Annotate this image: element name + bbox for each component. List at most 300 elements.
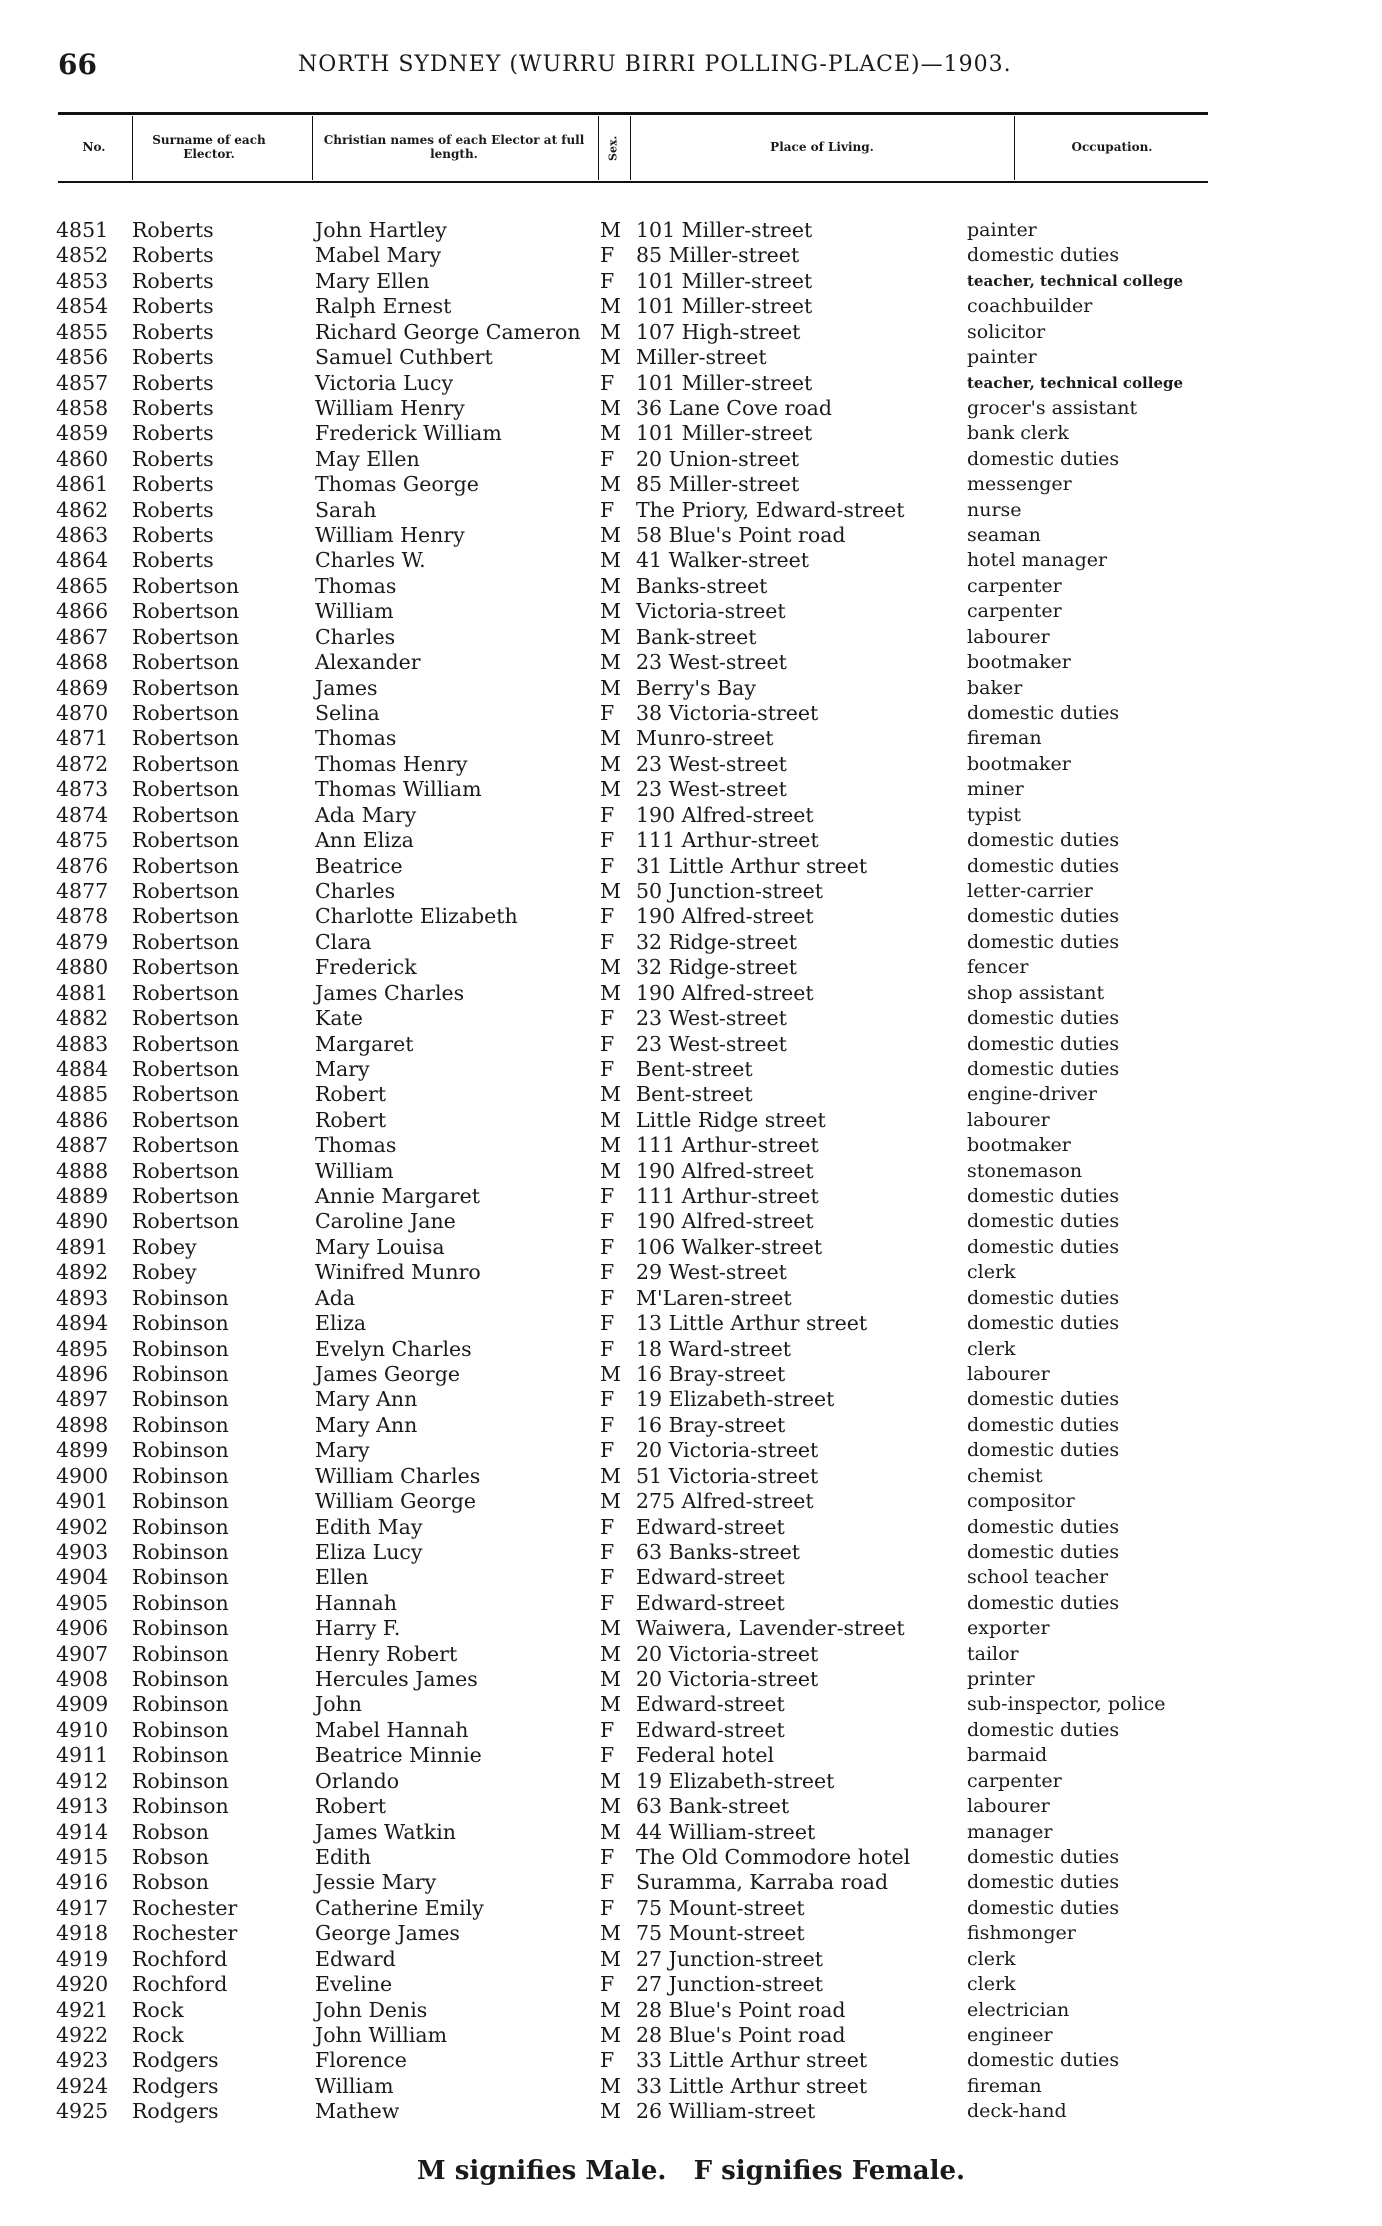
elector-number: 4876 (56, 853, 109, 878)
elector-surname: Roberts (132, 294, 214, 319)
elector-place-of-living: 20 Victoria-street (636, 1438, 819, 1463)
elector-place-of-living: Bent-street (636, 1082, 753, 1107)
table-row (0, 981, 1382, 1006)
elector-place-of-living: Miller-street (636, 345, 767, 370)
elector-number: 4925 (56, 2099, 109, 2124)
elector-surname: Robertson (132, 675, 240, 700)
elector-number: 4916 (56, 1870, 109, 1895)
table-row (0, 1184, 1382, 1209)
elector-occupation: nurse (967, 498, 1022, 521)
elector-sex: M (600, 395, 621, 420)
table-row (0, 1413, 1382, 1438)
elector-sex: F (600, 1565, 615, 1590)
elector-surname: Roberts (132, 548, 214, 573)
elector-number: 4915 (56, 1845, 109, 1869)
elector-surname: Robertson (132, 929, 240, 954)
elector-number: 4917 (56, 1895, 109, 1920)
column-headers (58, 116, 1208, 180)
elector-sex: F (600, 1387, 615, 1412)
elector-place-of-living: 85 Miller-street (636, 472, 800, 497)
elector-place-of-living: 33 Little Arthur street (636, 2073, 868, 2098)
elector-place-of-living: 26 William-street (636, 2099, 816, 2124)
elector-place-of-living: Edward-street (636, 1590, 785, 1615)
elector-occupation: domestic duties (967, 829, 1120, 852)
elector-christian-names: Eliza (315, 1311, 367, 1336)
elector-sex: F (600, 1311, 615, 1336)
elector-number: 4902 (56, 1514, 109, 1539)
elector-occupation: seaman (967, 524, 1041, 547)
elector-sex: M (600, 1921, 621, 1946)
table-row (0, 1794, 1382, 1819)
elector-sex: F (600, 1234, 615, 1259)
elector-occupation: carpenter (967, 600, 1062, 623)
elector-christian-names: Hannah (315, 1590, 397, 1615)
elector-number: 4885 (56, 1082, 109, 1107)
elector-sex: M (600, 726, 621, 751)
elector-christian-names: James Charles (315, 980, 465, 1005)
elector-surname: Robinson (132, 1514, 229, 1539)
elector-number: 4910 (56, 1717, 109, 1742)
elector-surname: Robertson (132, 853, 240, 878)
page-number: 66 (58, 48, 97, 81)
table-row (0, 625, 1382, 650)
elector-sex: M (600, 1692, 621, 1717)
elector-occupation: labourer (967, 1795, 1050, 1818)
elector-place-of-living: 190 Alfred-street (636, 1158, 814, 1183)
elector-sex: F (600, 446, 615, 471)
elector-surname: Rodgers (132, 2048, 219, 2073)
elector-occupation: domestic duties (967, 1007, 1120, 1030)
elector-occupation: carpenter (967, 574, 1062, 597)
elector-christian-names: Selina (315, 701, 380, 726)
elector-christian-names: Mary Ellen (315, 268, 430, 293)
elector-occupation: domestic duties (967, 1032, 1120, 1055)
elector-occupation: domestic duties (967, 1540, 1120, 1563)
elector-number: 4896 (56, 1361, 109, 1386)
elector-number: 4877 (56, 878, 109, 903)
table-row (0, 396, 1382, 421)
elector-sex: M (600, 1768, 621, 1793)
elector-sex: F (600, 1590, 615, 1615)
elector-sex: M (600, 1082, 621, 1107)
elector-place-of-living: 190 Alfred-street (636, 980, 814, 1005)
footer-note (0, 2156, 1382, 2186)
elector-christian-names: Mary Ann (315, 1412, 418, 1437)
elector-surname: Robinson (132, 1412, 229, 1437)
elector-occupation: labourer (967, 1362, 1050, 1385)
elector-christian-names: William George (315, 1489, 477, 1514)
elector-christian-names: Eveline (315, 1972, 393, 1997)
elector-sex: M (600, 548, 621, 573)
elector-number: 4884 (56, 1056, 109, 1081)
elector-number: 4861 (56, 472, 109, 497)
elector-occupation: printer (967, 1668, 1035, 1691)
elector-occupation: fireman (967, 2074, 1042, 2097)
elector-christian-names: William (315, 1158, 394, 1183)
elector-place-of-living: 101 Miller-street (636, 268, 813, 293)
elector-place-of-living: 106 Walker-street (636, 1234, 823, 1259)
table-row (0, 930, 1382, 955)
elector-occupation: clerk (967, 1337, 1016, 1360)
elector-number: 4871 (56, 726, 109, 751)
table-row (0, 1311, 1382, 1336)
elector-sex: M (600, 523, 621, 548)
elector-surname: Robinson (132, 1616, 229, 1641)
elector-surname: Robinson (132, 1311, 229, 1336)
elector-sex: M (600, 1946, 621, 1971)
elector-occupation: domestic duties (967, 702, 1120, 725)
elector-number: 4875 (56, 828, 109, 853)
elector-place-of-living: 38 Victoria-street (636, 701, 819, 726)
table-row (0, 548, 1382, 573)
table-row (0, 752, 1382, 777)
elector-christian-names: Thomas George (315, 472, 479, 497)
table-row (0, 676, 1382, 701)
elector-occupation: domestic duties (967, 1235, 1120, 1258)
elector-christian-names: Robert (315, 1082, 387, 1107)
elector-christian-names: Winifred Munro (315, 1260, 481, 1285)
elector-occupation: baker (967, 676, 1023, 699)
elector-place-of-living: Edward-street (636, 1692, 785, 1717)
elector-number: 4859 (56, 421, 109, 446)
elector-christian-names: Margaret (315, 1031, 414, 1056)
elector-number: 4911 (56, 1743, 109, 1768)
table-row (0, 599, 1382, 624)
elector-surname: Robertson (132, 573, 240, 598)
table-row (0, 1692, 1382, 1717)
elector-surname: Robinson (132, 1489, 229, 1514)
elector-sex: M (600, 294, 621, 319)
table-row (0, 1337, 1382, 1362)
elector-sex: M (600, 650, 621, 675)
elector-sex: M (600, 599, 621, 624)
elector-place-of-living: 27 Junction-street (636, 1946, 824, 1971)
elector-christian-names: John William (315, 2022, 448, 2047)
elector-sex: F (600, 1260, 615, 1285)
elector-occupation: sub-inspector, police (967, 1693, 1166, 1716)
table-row (0, 345, 1382, 370)
elector-place-of-living: Edward-street (636, 1717, 785, 1742)
elector-occupation: bootmaker (967, 651, 1071, 674)
elector-place-of-living: 31 Little Arthur street (636, 853, 868, 878)
elector-christian-names: Richard George Cameron (315, 319, 581, 344)
elector-number: 4907 (56, 1641, 109, 1666)
elector-surname: Robertson (132, 828, 240, 853)
elector-surname: Robinson (132, 1463, 229, 1488)
table-row (0, 2099, 1382, 2124)
elector-number: 4869 (56, 675, 109, 700)
elector-sex: F (600, 243, 615, 268)
elector-surname: Robinson (132, 1794, 229, 1819)
col-header-sex: Sex. (606, 135, 620, 161)
elector-place-of-living: 23 West-street (636, 650, 787, 675)
elector-surname: Robson (132, 1845, 209, 1869)
elector-sex: M (600, 1997, 621, 2022)
elector-occupation: domestic duties (967, 1896, 1120, 1919)
elector-number: 4918 (56, 1921, 109, 1946)
elector-sex: F (600, 268, 615, 293)
elector-christian-names: Ada (315, 1285, 356, 1310)
elector-sex: M (600, 1667, 621, 1692)
elector-occupation: domestic duties (967, 447, 1120, 470)
elector-place-of-living: Victoria-street (636, 599, 786, 624)
elector-christian-names: William (315, 2073, 394, 2098)
elector-christian-names: Ann Eliza (315, 828, 414, 853)
table-row (0, 243, 1382, 268)
elector-christian-names: Thomas (315, 726, 397, 751)
elector-number: 4862 (56, 497, 109, 522)
elector-christian-names: Mathew (315, 2099, 400, 2124)
elector-occupation: letter-carrier (967, 879, 1093, 902)
table-row (0, 1209, 1382, 1234)
elector-number: 4893 (56, 1285, 109, 1310)
elector-christian-names: Caroline Jane (315, 1209, 456, 1234)
elector-surname: Roberts (132, 497, 214, 522)
elector-occupation: coachbuilder (967, 295, 1093, 318)
elector-christian-names: Charles (315, 878, 396, 903)
elector-surname: Roberts (132, 395, 214, 420)
elector-occupation: electrician (967, 1998, 1070, 2021)
elector-christian-names: Eliza Lucy (315, 1539, 423, 1564)
table-row (0, 1159, 1382, 1184)
elector-place-of-living: 20 Union-street (636, 446, 800, 471)
elector-place-of-living: Little Ridge street (636, 1107, 826, 1132)
table-row (0, 1591, 1382, 1616)
elector-occupation: labourer (967, 625, 1050, 648)
elector-place-of-living: 19 Elizabeth-street (636, 1387, 835, 1412)
elector-christian-names: Jessie Mary (315, 1870, 437, 1895)
elector-number: 4864 (56, 548, 109, 573)
elector-occupation: teacher, technical college (967, 373, 1184, 392)
elector-number: 4879 (56, 929, 109, 954)
elector-place-of-living: 16 Bray-street (636, 1361, 786, 1386)
table-row (0, 1947, 1382, 1972)
elector-occupation: labourer (967, 1108, 1050, 1131)
elector-christian-names: Catherine Emily (315, 1895, 484, 1920)
elector-place-of-living: 27 Junction-street (636, 1972, 824, 1997)
elector-place-of-living: 107 High-street (636, 319, 801, 344)
elector-occupation: clerk (967, 1973, 1016, 1996)
elector-sex: F (600, 1438, 615, 1463)
elector-christian-names: Frederick (315, 955, 417, 980)
table-row (0, 1235, 1382, 1260)
elector-sex: F (600, 701, 615, 726)
elector-number: 4889 (56, 1184, 109, 1209)
table-row (0, 1845, 1382, 1870)
table-row (0, 1565, 1382, 1590)
table-row (0, 1286, 1382, 1311)
elector-occupation: domestic duties (967, 244, 1120, 267)
elector-sex: F (600, 1972, 615, 1997)
elector-sex: M (600, 777, 621, 802)
elector-occupation: chemist (967, 1464, 1043, 1487)
elector-surname: Roberts (132, 268, 214, 293)
elector-place-of-living: 29 West-street (636, 1260, 787, 1285)
elector-occupation: domestic duties (967, 1185, 1120, 1208)
elector-surname: Rochester (132, 1921, 238, 1946)
elector-occupation: engineer (967, 2023, 1053, 2046)
elector-sex: F (600, 1845, 615, 1869)
elector-occupation: domestic duties (967, 1057, 1120, 1080)
elector-occupation: teacher, technical college (967, 271, 1184, 290)
elector-place-of-living: Waiwera, Lavender-street (636, 1616, 905, 1641)
elector-surname: Robertson (132, 1184, 240, 1209)
elector-sex: M (600, 624, 621, 649)
elector-surname: Robertson (132, 751, 240, 776)
page-header (58, 48, 1208, 82)
elector-surname: Robertson (132, 777, 240, 802)
elector-number: 4857 (56, 370, 109, 395)
elector-christian-names: Thomas (315, 1133, 397, 1158)
elector-occupation: domestic duties (967, 1718, 1120, 1741)
elector-occupation: domestic duties (967, 1871, 1120, 1894)
elector-sex: M (600, 1107, 621, 1132)
header-top-rule (58, 112, 1208, 115)
elector-surname: Roberts (132, 218, 214, 242)
elector-sex: F (600, 1743, 615, 1768)
elector-number: 4921 (56, 1997, 109, 2022)
elector-christian-names: Thomas Henry (315, 751, 468, 776)
elector-christian-names: James George (315, 1361, 460, 1386)
elector-surname: Robertson (132, 1056, 240, 1081)
elector-surname: Rock (132, 2022, 184, 2047)
elector-surname: Roberts (132, 243, 214, 268)
table-row (0, 1870, 1382, 1895)
elector-occupation: tailor (967, 1642, 1019, 1665)
table-row (0, 803, 1382, 828)
elector-number: 4912 (56, 1768, 109, 1793)
elector-occupation: domestic duties (967, 1312, 1120, 1335)
table-row (0, 2074, 1382, 2099)
elector-sex: M (600, 345, 621, 370)
elector-place-of-living: 85 Miller-street (636, 243, 800, 268)
table-row (0, 1921, 1382, 1946)
elector-occupation: barmaid (967, 1744, 1048, 1767)
elector-occupation: bootmaker (967, 1134, 1071, 1157)
elector-number: 4920 (56, 1972, 109, 1997)
elector-occupation: messenger (967, 473, 1072, 496)
elector-christian-names: Samuel Cuthbert (315, 345, 493, 370)
elector-occupation: domestic duties (967, 1388, 1120, 1411)
col-header-occupation: Occupation. (1071, 140, 1153, 155)
elector-surname: Roberts (132, 421, 214, 446)
elector-sex: M (600, 1361, 621, 1386)
elector-sex: M (600, 2073, 621, 2098)
elector-number: 4892 (56, 1260, 109, 1285)
elector-sex: F (600, 1285, 615, 1310)
table-row (0, 1718, 1382, 1743)
table-row (0, 320, 1382, 345)
elector-sex: M (600, 955, 621, 980)
table-row (0, 1972, 1382, 1997)
elector-place-of-living: 20 Victoria-street (636, 1641, 819, 1666)
elector-place-of-living: 101 Miller-street (636, 421, 813, 446)
table-row (0, 1998, 1382, 2023)
table-row (0, 904, 1382, 929)
table-row (0, 1642, 1382, 1667)
elector-place-of-living: 51 Victoria-street (636, 1463, 819, 1488)
elector-surname: Robertson (132, 726, 240, 751)
elector-occupation: domestic duties (967, 1286, 1120, 1309)
elector-occupation: fencer (967, 956, 1029, 979)
elector-christian-names: Ada Mary (315, 802, 417, 827)
elector-sex: M (600, 1158, 621, 1183)
elector-sex: F (600, 802, 615, 827)
elector-surname: Robinson (132, 1438, 229, 1463)
elector-number: 4867 (56, 624, 109, 649)
elector-sex: F (600, 1717, 615, 1742)
elector-place-of-living: Federal hotel (636, 1743, 775, 1768)
elector-occupation: clerk (967, 1947, 1016, 1970)
table-row (0, 1108, 1382, 1133)
elector-place-of-living: Edward-street (636, 1514, 785, 1539)
elector-occupation: hotel manager (967, 549, 1108, 572)
table-row (0, 1133, 1382, 1158)
table-row (0, 1057, 1382, 1082)
elector-christian-names: Mary Ann (315, 1387, 418, 1412)
elector-sex: F (600, 497, 615, 522)
elector-place-of-living: M'Laren-street (636, 1285, 792, 1310)
elector-place-of-living: Bank-street (636, 624, 757, 649)
elector-number: 4866 (56, 599, 109, 624)
elector-sex: M (600, 1133, 621, 1158)
elector-christian-names: Kate (315, 1006, 363, 1031)
elector-place-of-living: Munro-street (636, 726, 774, 751)
elector-number: 4900 (56, 1463, 109, 1488)
elector-sex: F (600, 929, 615, 954)
col-divider (1014, 116, 1015, 180)
elector-number: 4919 (56, 1946, 109, 1971)
elector-surname: Robertson (132, 599, 240, 624)
elector-number: 4868 (56, 650, 109, 675)
elector-sex: F (600, 1539, 615, 1564)
elector-sex: M (600, 1641, 621, 1666)
elector-christian-names: Mabel Hannah (315, 1717, 469, 1742)
elector-surname: Roberts (132, 319, 214, 344)
elector-christian-names: Charles W. (315, 548, 426, 573)
table-row (0, 1769, 1382, 1794)
elector-surname: Roberts (132, 523, 214, 548)
elector-christian-names: Evelyn Charles (315, 1336, 472, 1361)
elector-surname: Robinson (132, 1387, 229, 1412)
elector-sex: M (600, 1463, 621, 1488)
elector-sex: F (600, 1031, 615, 1056)
elector-occupation: domestic duties (967, 1591, 1120, 1614)
elector-occupation: engine-driver (967, 1083, 1098, 1106)
elector-occupation: painter (967, 346, 1037, 369)
elector-place-of-living: Bent-street (636, 1056, 753, 1081)
elector-surname: Robinson (132, 1692, 229, 1717)
elector-surname: Robinson (132, 1717, 229, 1742)
elector-occupation: domestic duties (967, 1439, 1120, 1462)
elector-christian-names: Robert (315, 1107, 387, 1132)
table-row (0, 777, 1382, 802)
elector-christian-names: Alexander (315, 650, 421, 675)
elector-sex: F (600, 1870, 615, 1895)
elector-surname: Roberts (132, 446, 214, 471)
elector-christian-names: John (315, 1692, 362, 1717)
elector-place-of-living: 32 Ridge-street (636, 929, 797, 954)
elector-number: 4881 (56, 980, 109, 1005)
table-row (0, 854, 1382, 879)
table-row (0, 1820, 1382, 1845)
elector-place-of-living: 32 Ridge-street (636, 955, 797, 980)
elector-surname: Rochford (132, 1946, 228, 1971)
elector-occupation: school teacher (967, 1566, 1109, 1589)
elector-christian-names: Ellen (315, 1565, 369, 1590)
elector-christian-names: Charlotte Elizabeth (315, 904, 518, 929)
elector-place-of-living: 28 Blue's Point road (636, 2022, 846, 2047)
